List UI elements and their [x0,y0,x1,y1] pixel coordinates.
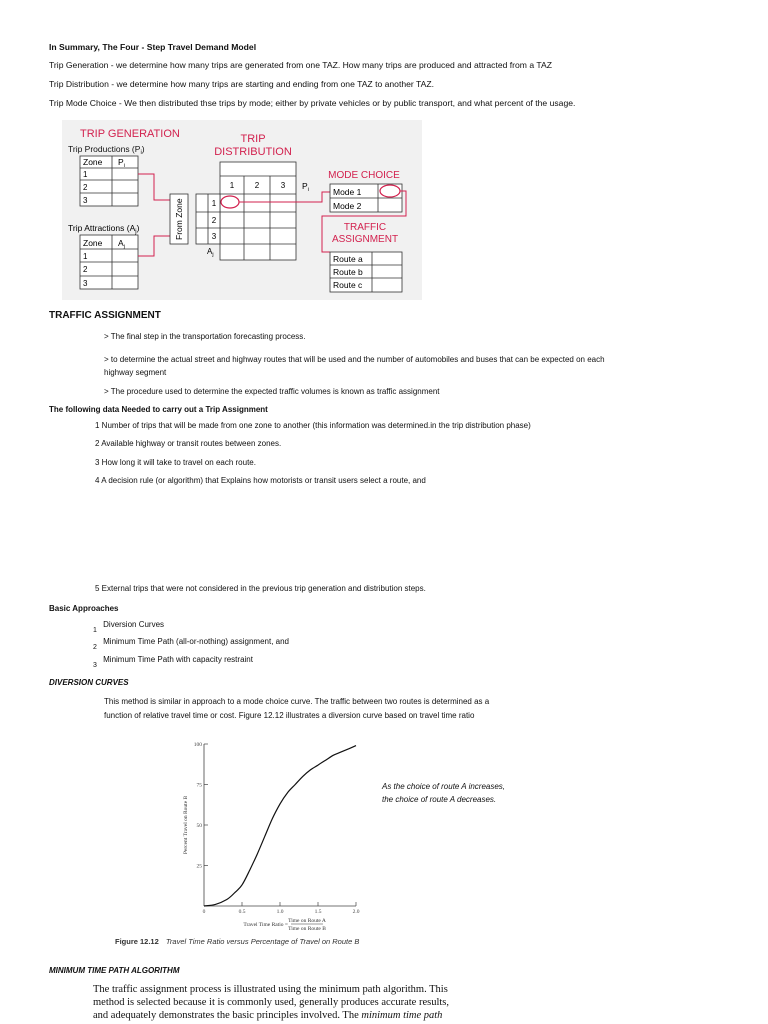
four-step-diagram [62,120,422,300]
attractions-a-header: $A_j$ [118,238,125,250]
to-zone-col-2: 2 [254,181,260,190]
productions-p-header: $P_i$ [118,157,125,169]
data-needed-heading: The following data Needed to carry out a Trip Assignment [49,405,268,414]
ta-bullet-2: > to determine the actual street and highway routes that will be used and the number of automobiles and buses that can be expected on each [104,355,605,364]
route-c-label: Route c [333,280,363,290]
attractions-row-1: 1 [83,252,88,261]
data-needed-item-3: 3 How long it will take to travel on each route. [95,458,256,467]
productions-zone-header: Zone [83,157,103,167]
x-axis-label: Travel Time Ratio = [243,922,288,928]
approach-3-text: Minimum Time Path with capacity restraint [103,655,253,664]
ta-bullet-3: > The procedure used to determine the expected traffic volumes is known as traffic assignment [104,387,440,396]
approach-2-number: 2 [93,644,97,651]
x-tick-label: 1.5 [314,909,322,915]
summary-line-mode-choice: Trip Mode Choice - We then distributed thse trips by mode; either by private vehicles or by public transport, and what percent of the usage. [49,98,576,108]
mtp-line-3-term: minimum time path [361,1010,443,1021]
mtp-line-1: The traffic assignment process is illustrated using the minimum path algorithm. This [93,984,448,995]
summary-line-trip-distribution: Trip Distribution - we determine how many trips are starting and ending from one TAZ to another TAZ. [49,79,434,89]
to-zone-col-1: 1 [229,181,235,190]
from-zone-label: From Zone [174,198,184,240]
from-zone-row-2: 2 [211,216,217,225]
x-tick-label: 2.0 [352,909,360,915]
y-axis-label: Percent Travel on Route B [183,795,189,855]
mtp-line-2: method is selected because it is commonly used, generally produces accurate results, [93,997,450,1008]
approach-2 [93,637,289,651]
distribution-a-label: $A_j$ [207,247,214,258]
mode-1-label: Mode 1 [333,187,362,197]
x-axis-label-numerator: Time on Route A [288,918,326,924]
chart-ticks [194,742,360,915]
data-needed-item-4: 4 A decision rule (or algorithm) that Explains how motorists or transit users select a route, and [95,476,426,485]
diversion-curve-chart [172,734,376,934]
trip-distribution-label-2: DISTRIBUTION [214,146,292,158]
trip-attractions-label: Trip Attractions $(A_j)$ [68,223,140,235]
attractions-row-2: 2 [83,265,88,274]
mtp-line-3-text: and adequately demonstrates the basic principles involved. The [93,1010,362,1021]
data-needed-item-5: 5 External trips that were not considered in the previous trip generation and distribution steps. [95,584,426,593]
basic-approaches-heading: Basic Approaches [49,604,119,613]
approach-2-text: Minimum Time Path (all-or-nothing) assignment, and [103,637,289,646]
diversion-curves-heading: DIVERSION CURVES [49,678,129,687]
chart-axes [204,744,356,906]
distribution-p-label: $P_i$ [302,181,309,193]
diversion-note-line-2: the choice of route A decreases. [382,795,497,804]
trip-productions-label: Trip Productions $(P_i)$ [68,144,145,156]
data-needed-item-1: 1 Number of trips that will be made from one zone to another (this information was determined.in the trip distribution phase) [95,421,531,430]
approach-3-number: 3 [93,662,97,669]
x-axis-label-denominator: Time on Route B [288,926,326,932]
origin-label: 0 [202,909,206,915]
approach-1-text: Diversion Curves [103,620,165,629]
diversion-note-line-1: As the choice of route A increases, [382,782,506,791]
to-zone-col-3: 3 [280,181,286,190]
summary-line-trip-generation: Trip Generation - we determine how many trips are generated from one TAZ. How many trips are produced and attracted from a TAZ [49,60,552,70]
y-tick-label: 50 [196,823,202,829]
trip-generation-label: TRIP GENERATION [80,128,180,140]
traffic-assignment-heading: TRAFFIC ASSIGNMENT [49,310,161,321]
from-zone-row-3: 3 [211,232,217,241]
figure-label: Figure 12.12 [115,937,159,946]
mode-choice-label: MODE CHOICE [328,170,400,181]
ta-bullet-2-cont: highway segment [104,368,167,377]
mtp-line-3 [93,1009,442,1022]
x-tick-label: 0.5 [238,909,246,915]
data-needed-item-2: 2 Available highway or transit routes between zones. [95,439,282,448]
figure-caption [115,937,359,946]
y-tick-label: 75 [196,782,202,789]
y-tick-label: 100 [193,742,202,748]
approach-1-number: 1 [93,627,97,634]
route-a-label: Route a [333,254,363,264]
approach-3 [93,655,253,669]
diversion-curve-line [204,746,356,906]
productions-row-1: 1 [83,170,88,179]
from-zone-row-1: 1 [211,199,217,208]
approach-1 [93,620,165,634]
trip-distribution-label-1: TRIP [240,133,266,145]
x-tick-label: 1.0 [276,909,284,915]
route-b-label: Route b [333,267,363,277]
traffic-assignment-label-2: ASSIGNMENT [331,234,399,245]
attractions-row-3: 3 [83,279,88,288]
y-tick-label: 25 [196,863,202,870]
figure-caption-text: Travel Time Ratio versus Percentage of Travel on Route B [165,937,360,946]
ta-bullet-1: > The final step in the transportation forecasting process. [104,332,306,341]
mode-2-label: Mode 2 [333,201,362,211]
diversion-para-line-1: This method is similar in approach to a mode choice curve. The traffic between two routes is determined as a [104,697,490,706]
summary-heading: In Summary, The Four - Step Travel Demand Model [49,42,257,52]
productions-row-2: 2 [83,183,88,192]
attractions-zone-header: Zone [83,238,103,248]
diversion-para-line-2: function of relative travel time or cost. Figure 12.12 illustrates a diversion curve based on travel time ratio [104,711,475,720]
minimum-time-path-heading: MINIMUM TIME PATH ALGORITHM [49,966,180,975]
traffic-assignment-label-1: TRAFFIC [343,222,387,233]
productions-row-3: 3 [83,196,88,205]
